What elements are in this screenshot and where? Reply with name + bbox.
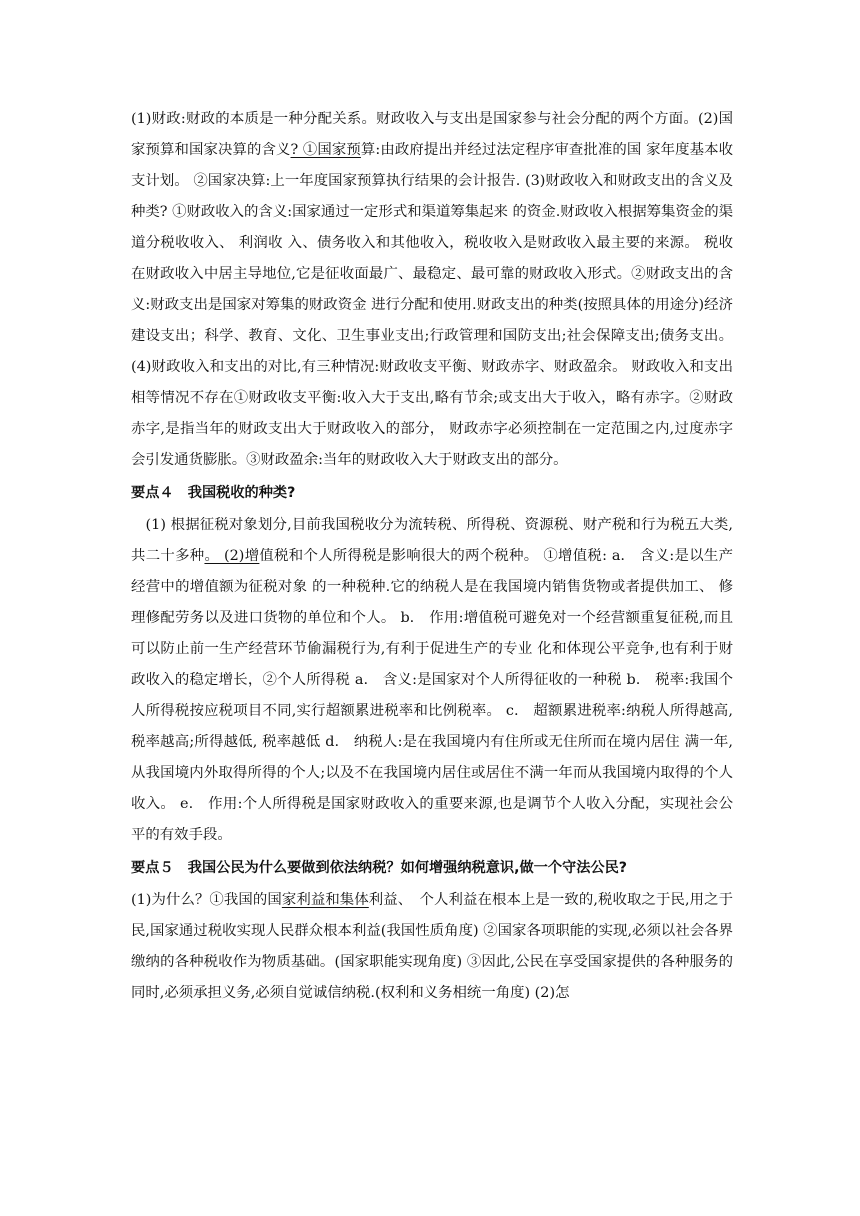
underlined-text: ? ①国家预 — [290, 142, 361, 158]
text-run: 算:由政府提出并经过法定程序审查批准的国 家年度基本收支计划。 ②国家决算:上一年度国家预算执行结果的会计报告. (3)财政收入和财政支出的含义及种类? ①财政收入的含义:国家通过一定形式和渠道筹集起来 的资金.财政收入根据筹集资金的渠道分税收收入、 利润收 入、债务收入和其他收入，税收收入是财政收入最主要的来源。 税收在财政收入中居主导地位,它是征收面最广、最稳定、最可靠的财政收入形式。②财政支出的含义:财政支出是国家对筹集的财政资金 进行分配和使用.财政支出的种类(按照具体的用途分)经济建设支出；科学、教育、文化、卫生事业支出;行政管理和国防支出;社会保障支出;债务支出。 (4)财政收入和支出的对比,有三种情况:财政收支平衡、财政赤字、财政盈余。 财政收入和支出相等情况不存在①财政收支平衡:收入大于支出,略有节余;或支出大于收入，略有赤字。②财政赤字,是指当年的财政支出大于财政收入的部分， 财政赤字必须控制在一定范围之内,过度赤字会引发通货膨胀。③财政盈余:当年的财政收入大于财政支出的部分。 — [131, 142, 733, 468]
text-run: (1) 根据征税对象划分,目前我国税收分为流转税、所得税、资源税、财产税和行为税五大类,共二十多种 — [131, 517, 733, 564]
paragraph-finance-budget — [131, 104, 733, 476]
underlined-text: 家利益和集体 — [281, 892, 369, 908]
heading-point-5: 要点５ 我国公民为什么要做到依法纳税？如何增强纳税意识,做一个守法公民? — [131, 860, 627, 876]
text-run: 值税和个人所得税是影响很大的两个税种。 ①增值税: a. 含义:是以生产经营中的增值额为征税对象 的一种税种.它的纳税人是在我国境内销售货物或者提供加工、 修理修配劳务以及进口货物的单位和个人。 b. 作用:增值税可避免对一个经营额重复征税,而且可以防止前一生产经营环节偷漏税行为,有利于促进生产的专业 化和体现公平竞争,也有利于财政收入的稳定增长，②个人所得税 a. 含义:是国家对个人所得征收的一种税 b. 税率:我国个人所得税按应税项目不同,实行超额累进税率和比例税率。 c. 超额累进税率:纳税人所得越高,税率越高;所得越低, 税率越低 d. 纳税人:是在我国境内有住所或无住所而在境内居住 满一年,从我国境内外取得所得的个人;以及不在我国境内居住或居住不满一年而从我国境内取得的个人收入。 e. 作用:个人所得税是国家财政收入的重要来源,也是调节个人收入分配，实现社会公平的有效手段。 — [131, 548, 733, 843]
document-body — [131, 104, 733, 1009]
heading-point-4: 要点４ 我国税收的种类? — [131, 485, 296, 501]
text-run: 利益、 个人利益在根本上是一致的,税收取之于民,用之于民,国家通过税收实现人民群众根本利益(我国性质角度) ②国家各项职能的实现,必须以社会各界缴纳的各种税收作为物质基础。(国家职能实现角度) ③因此,公民在享受国家提供的各种服务的同时,必须承担义务,必须自觉诚信纳税.(权利和义务相统一角度) (2)怎 — [131, 892, 733, 1001]
text-run: (1)为什么？①我国的国 — [131, 892, 282, 908]
text-run: (1)财政:财政的本质是一种分配关系。财政收入与支出是国家参与社会分配的两个方面。(2)国家预算和国家决算的含义 — [131, 111, 733, 158]
paragraph-tax-duty — [131, 885, 733, 1009]
underlined-text: 。 (2)增 — [204, 548, 260, 564]
paragraph-tax-types — [131, 510, 733, 851]
